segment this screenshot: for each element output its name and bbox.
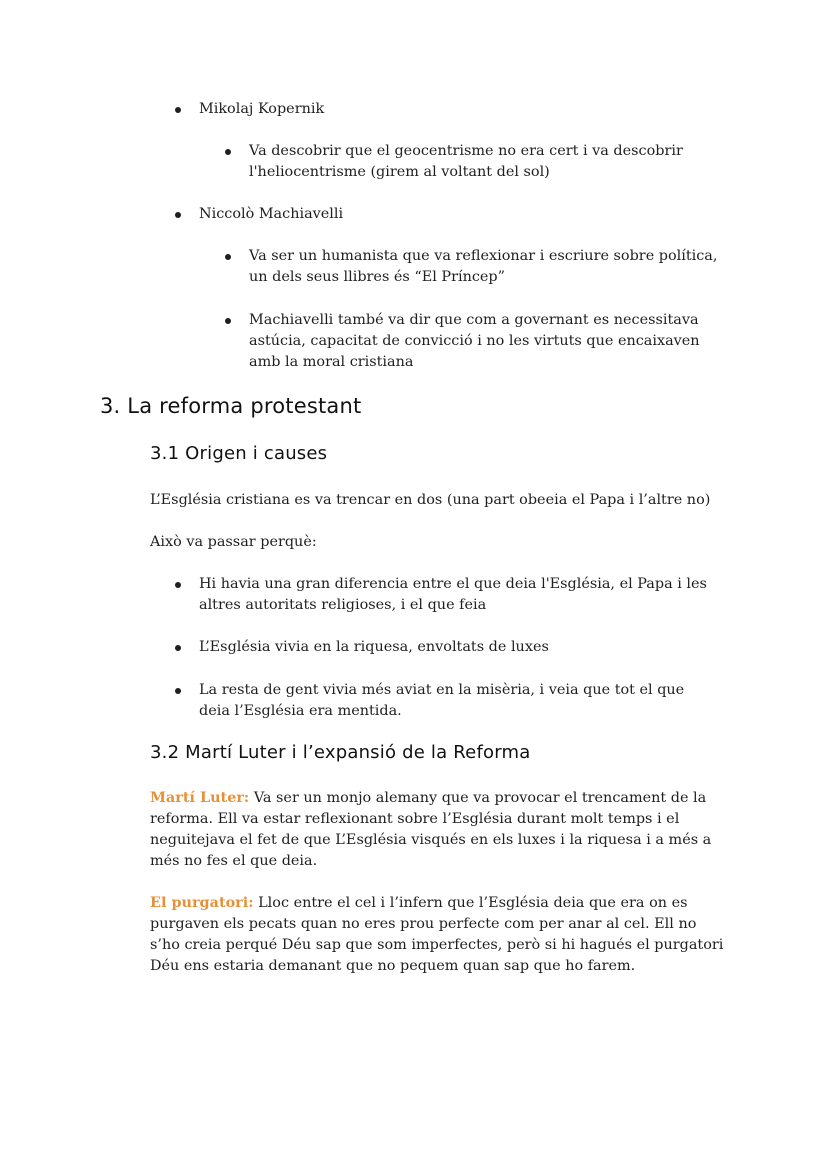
paragraph-luter bbox=[150, 787, 725, 872]
list-item-text: L’Església vivia en la riquesa, envoltats de luxes bbox=[199, 639, 549, 655]
bullet-icon bbox=[175, 107, 181, 113]
subsection-heading: 3.1 Origen i causes bbox=[150, 443, 328, 464]
term-label: El purgatori: bbox=[150, 894, 254, 911]
paragraph: Això va passar perquè: bbox=[150, 534, 317, 550]
bullet-icon bbox=[175, 688, 181, 694]
bullet-icon bbox=[225, 149, 231, 155]
list-item-text: La resta de gent vivia més aviat en la misèria, i veia que tot el que deia l’Església era mentida. bbox=[199, 682, 685, 719]
bullet-icon bbox=[175, 645, 181, 651]
list-item-text: Machiavelli també va dir que com a governant es necessitava astúcia, capacitat de convicció i no les virtuts que encaixaven amb la moral cristiana bbox=[249, 312, 700, 370]
term-definition: Va ser un monjo alemany que va provocar el trencament de la reforma. Ell va estar reflexionant sobre l’Església durant molt temps i el neguitejava el fet de que L’Església visqués en els luxes i la riquesa i a més a més no fes el que deia. bbox=[150, 790, 712, 869]
paragraph: L’Església cristiana es va trencar en dos (una part obeeia el Papa i l’altre no) bbox=[150, 492, 711, 508]
subsection-heading: 3.2 Martí Luter i l’expansió de la Reforma bbox=[150, 742, 531, 763]
list-item-text: Niccolò Machiavelli bbox=[199, 206, 344, 222]
list-item-text: Mikolaj Kopernik bbox=[199, 101, 325, 117]
bullet-icon bbox=[175, 212, 181, 218]
list-item-text: Hi havia una gran diferencia entre el que deia l'Església, el Papa i les altres autoritats religioses, i el que feia bbox=[199, 576, 707, 613]
term-label: Martí Luter: bbox=[150, 789, 250, 806]
list-item-text: Va ser un humanista que va reflexionar i escriure sobre política, un dels seus llibres és “El Príncep” bbox=[249, 248, 718, 285]
paragraph-purgatori bbox=[150, 892, 730, 977]
bullet-icon bbox=[225, 318, 231, 324]
list-item-text: Va descobrir que el geocentrisme no era cert i va descobrir l'heliocentrisme (girem al voltant del sol) bbox=[249, 143, 683, 180]
bullet-icon bbox=[225, 254, 231, 260]
section-heading: 3. La reforma protestant bbox=[100, 394, 362, 418]
bullet-icon bbox=[175, 582, 181, 588]
term-definition: Lloc entre el cel i l’infern que l’Església deia que era on es purgaven els pecats quan no eres prou perfecte com per anar al cel. Ell no s’ho creia perqué Déu sap que som imperfectes, però si hi hagués el purgatori Déu ens estaria demanant que no pequem quan sap que ho farem. bbox=[150, 895, 724, 974]
